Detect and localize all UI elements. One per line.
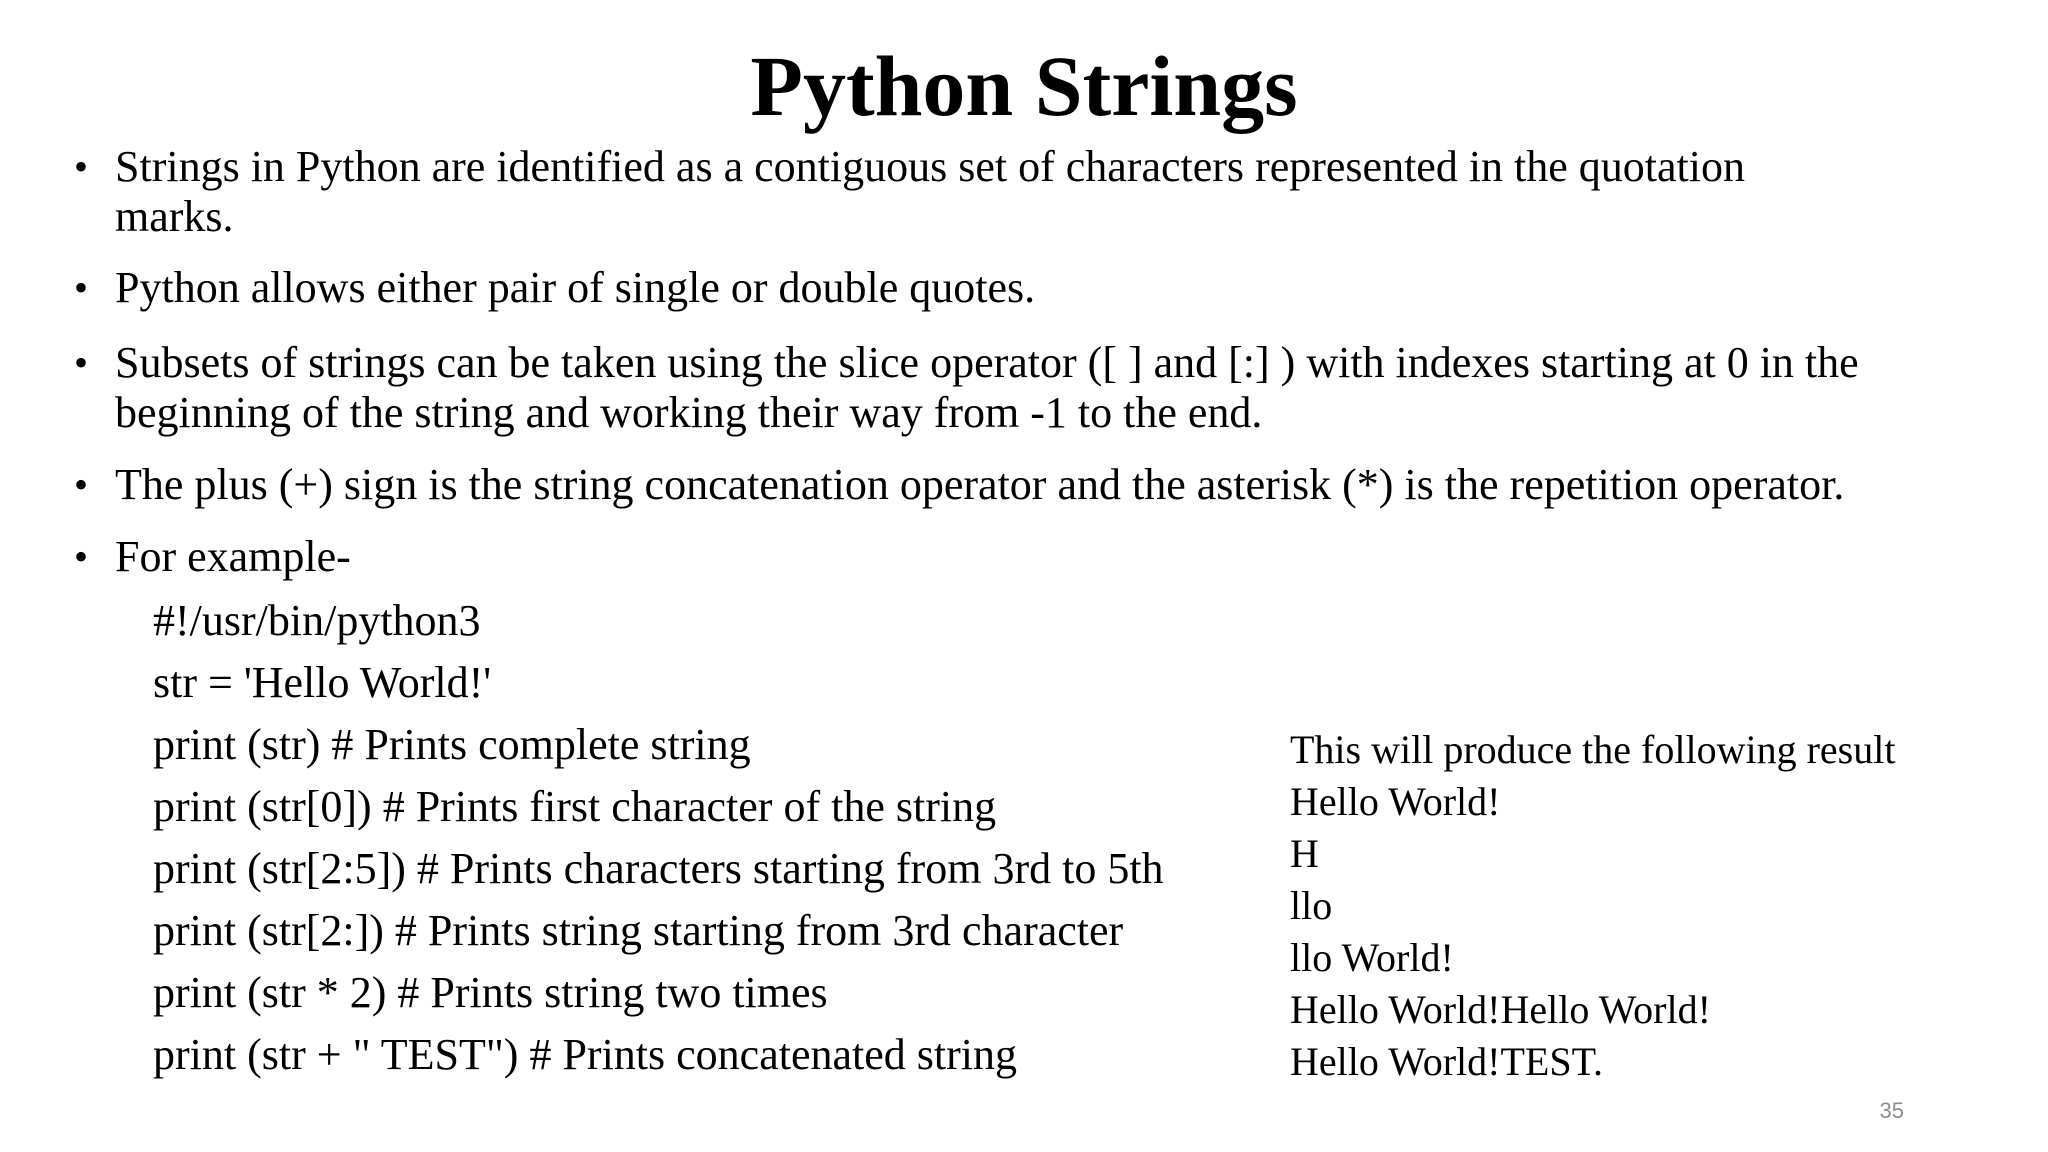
bullet-text xyxy=(115,142,2015,242)
bullet-text xyxy=(115,532,2015,582)
bullet-marker: • xyxy=(74,534,89,579)
bullet-line: beginning of the string and working their way from -1 to the end. xyxy=(115,388,1263,437)
slide-title: Python Strings xyxy=(750,38,1298,134)
code-line: print (str[2:5]) # Prints characters starting from 3rd to 5th xyxy=(153,844,1164,893)
bullet-line: Subsets of strings can be taken using the slice operator ([ ] and [:] ) with indexes starting at 0 in the xyxy=(115,338,1859,387)
bullet-marker: • xyxy=(74,462,89,507)
bullet-line: marks. xyxy=(115,192,234,241)
result-line: llo World! xyxy=(1290,935,1454,980)
result-line: Hello World!Hello World! xyxy=(1290,987,1711,1032)
page-number: 35 xyxy=(1879,1098,1904,1123)
bullet-line: Strings in Python are identified as a contiguous set of characters represented in the quotation xyxy=(115,142,1745,191)
bullet-text xyxy=(115,263,2015,313)
result-heading: This will produce the following result xyxy=(1290,727,1896,772)
code-line: print (str[0]) # Prints first character of the string xyxy=(153,782,997,831)
bullet-line: Python allows either pair of single or double quotes. xyxy=(115,263,1036,312)
result-line: llo xyxy=(1290,883,1333,928)
bullet-text xyxy=(115,338,2015,438)
bullet-line: For example- xyxy=(115,532,351,581)
code-example xyxy=(153,590,1164,1086)
code-line: print (str) # Prints complete string xyxy=(153,720,751,769)
bullet-marker: • xyxy=(74,265,89,310)
bullet-line: The plus (+) sign is the string concatenation operator and the asterisk (*) is the repetition operator. xyxy=(115,460,1845,509)
code-line: str = 'Hello World!' xyxy=(153,658,492,707)
result-line: Hello World!TEST. xyxy=(1290,1039,1604,1084)
result-output xyxy=(1290,724,1895,1088)
bullet-marker: • xyxy=(74,144,89,189)
result-line: H xyxy=(1290,831,1319,876)
bullet-text xyxy=(115,460,2015,510)
code-line: print (str[2:]) # Prints string starting from 3rd character xyxy=(153,906,1124,955)
bullet-marker: • xyxy=(74,340,89,385)
code-line: print (str * 2) # Prints string two times xyxy=(153,968,828,1017)
result-line: Hello World! xyxy=(1290,779,1501,824)
code-line: #!/usr/bin/python3 xyxy=(153,596,481,645)
code-line: print (str + " TEST") # Prints concatenated string xyxy=(153,1030,1017,1079)
